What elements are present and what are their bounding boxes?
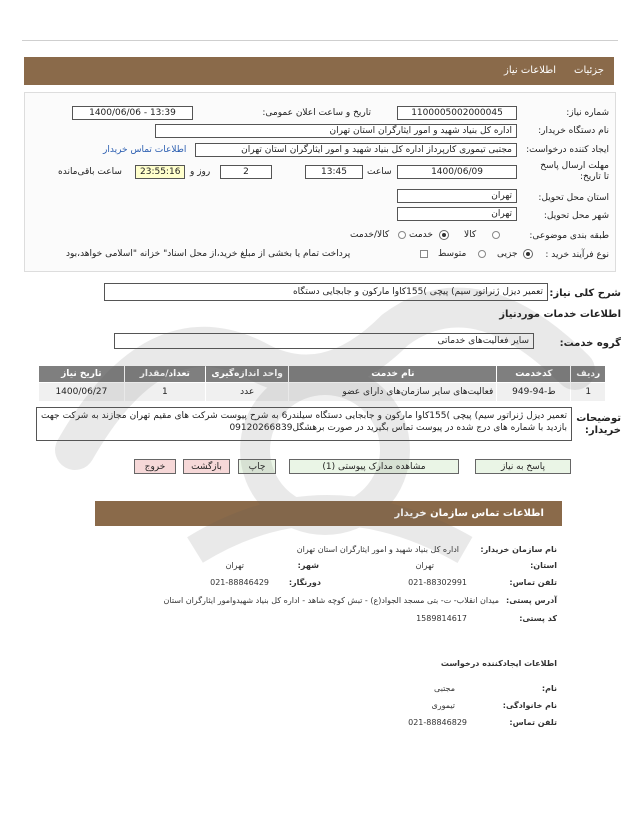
contact-buyer-name-label: نام سازمان خریدار: [480,545,557,554]
remaining-label: ساعت باقی‌مانده [58,167,122,177]
service-group-label: گروه خدمت: [559,338,621,349]
cell-need-date: 1400/06/27 [39,383,125,402]
buyer-notes-label: توضیحات خریدار: [576,413,621,436]
contact-phone-value: 021-88302991 [408,578,467,587]
category-option-goods-service: کالا/خدمت [350,230,390,240]
creator-last-name-label: نام خانوادگی: [502,701,557,710]
contact-buyer-name-value: اداره کل بنیاد شهید و امور ایثارگران استان تهران [296,545,459,554]
deadline-time-field: 13:45 [305,165,363,179]
province-label: استان محل تحویل: [538,193,609,203]
creator-last-name-value: تیموری [431,701,455,710]
buyer-notes-field: تعمیر دیزل ژنراتور سیم) پیچی )155کاوا مارکون و جابجایی دستگاه سیلندر6 به شرح پیوست شرکت های مقیم تهران مجازند به شرکت جهت بازدید با شماره های درج شده در پیوست تماس بگیرید در صورت برهشگل09120266839 [36,407,572,441]
process-type-label: نوع فرآیند خرید : [545,250,609,260]
tab-details[interactable]: جزئیات [574,65,604,76]
table-row [39,383,606,402]
contact-fax-label: دورنگار: [288,578,321,587]
col-service-code: کدخدمت [497,366,571,383]
deadline-time-label: ساعت [367,167,392,177]
contact-city-label: شهر: [297,561,319,570]
category-radio-goods[interactable] [492,231,500,239]
remaining-time-field: 23:55:16 [135,165,185,179]
buyer-label: نام دستگاه خریدار: [538,126,609,136]
need-number-field: 1100005002000045 [397,106,517,120]
details-header-bar [24,57,614,85]
category-option-goods: کالا [464,230,477,240]
contact-city-value: تهران [225,561,244,570]
category-radio-service[interactable] [440,231,448,239]
services-section-title: اطلاعات خدمات موردنیاز [499,309,621,320]
contact-info-header [95,501,562,526]
buyer-name-field: اداره کل بنیاد شهید و امور ایثارگران استان تهران [155,124,517,138]
need-number-label: شماره نیاز: [566,108,609,118]
contact-phone-label: تلفن تماس: [509,578,557,587]
days-label: روز و [190,167,211,177]
cell-service-name: فعالیت‌های سایر سازمان‌های دارای عضو [289,383,497,402]
process-option-medium: متوسط [438,249,467,259]
announce-label: تاریخ و ساعت اعلان عمومی: [262,108,371,118]
cell-service-code: ط-94-949 [497,383,571,402]
announce-datetime-field: 1400/06/06 - 13:39 [72,106,193,120]
col-row: ردیف [571,366,606,383]
category-option-service: خدمت [409,230,433,240]
creator-phone-label: تلفن تماس: [509,718,557,727]
contact-fax-value: 021-88846429 [210,578,269,587]
buyer-contact-link[interactable]: اطلاعات تماس خریدار [103,145,187,155]
city-field: تهران [397,207,517,221]
contact-province-value: تهران [415,561,434,570]
deadline-label: مهلت ارسال پاسخ تا تاریخ: [540,161,609,182]
description-field: تعمیر دیزل ژنراتور سیم) پیچی )155کاوا مارکون و جابجایی دستگاه [104,283,548,301]
requester-label: ایجاد کننده درخواست: [526,145,609,155]
service-group-field: سایر فعالیت‌های خدماتی [114,333,534,349]
table-header-row [39,366,606,383]
creator-first-name-value: مجتبی [434,684,455,693]
reply-button[interactable]: پاسخ به نیاز [475,459,571,474]
days-remaining-field: 2 [220,165,272,179]
view-attachments-button[interactable]: مشاهده مدارک پیوستی (1) [289,459,459,474]
creator-first-name-label: نام: [541,684,557,693]
cell-quantity: 1 [124,383,205,402]
top-divider [22,40,618,41]
col-need-date: تاریخ نیاز [39,366,125,383]
process-option-minor: جزیی [497,249,518,259]
treasury-payment-note: پرداخت تمام یا بخشی از مبلغ خرید،از محل اسناد" خزانه "اسلامی خواهد،بود [66,249,351,259]
requester-field: مجتبی تیموری کارپرداز اداره کل بنیاد شهید و امور ایثارگران استان تهران [195,143,517,157]
cell-row: 1 [571,383,606,402]
col-service-name: نام خدمت [289,366,497,383]
description-label: شرح کلی نیاز: [549,288,621,299]
creator-info-title: اطلاعات ایجادکننده درخواست [440,659,557,668]
treasury-payment-checkbox[interactable] [420,250,428,258]
tab-need-info[interactable]: اطلاعات نیاز [504,65,556,76]
print-button[interactable]: چاپ [238,459,276,474]
province-field: تهران [397,189,517,203]
back-button[interactable]: بازگشت [183,459,230,474]
contact-province-label: استان: [530,561,557,570]
contact-address-value: میدان انقلاب- ت- بتی مسجد الجواد(ع) - تبش کوچه شاهد - اداره کل بنیاد شهیدوامور ایثارگران استان [163,596,499,605]
deadline-date-field: 1400/06/09 [397,165,517,179]
contact-postal-value: 1589814617 [416,614,467,623]
contact-postal-label: کد پستی: [519,614,557,623]
exit-button[interactable]: خروج [134,459,176,474]
process-radio-medium[interactable] [478,250,486,258]
contact-address-label: آدرس پستی: [506,596,557,605]
process-radio-minor[interactable] [524,250,532,258]
services-table [38,365,606,402]
city-label: شهر محل تحویل: [543,211,609,221]
category-label: طبقه بندی موضوعی: [529,231,609,241]
cell-unit: عدد [205,383,289,402]
category-radio-goods-service[interactable] [398,231,406,239]
contact-info-title: اطلاعات تماس سازمان خریدار [394,508,544,519]
col-unit: واحد اندازه‌گیری [205,366,289,383]
col-quantity: تعداد/مقدار [124,366,205,383]
creator-phone-value: 021-88846829 [408,718,467,727]
